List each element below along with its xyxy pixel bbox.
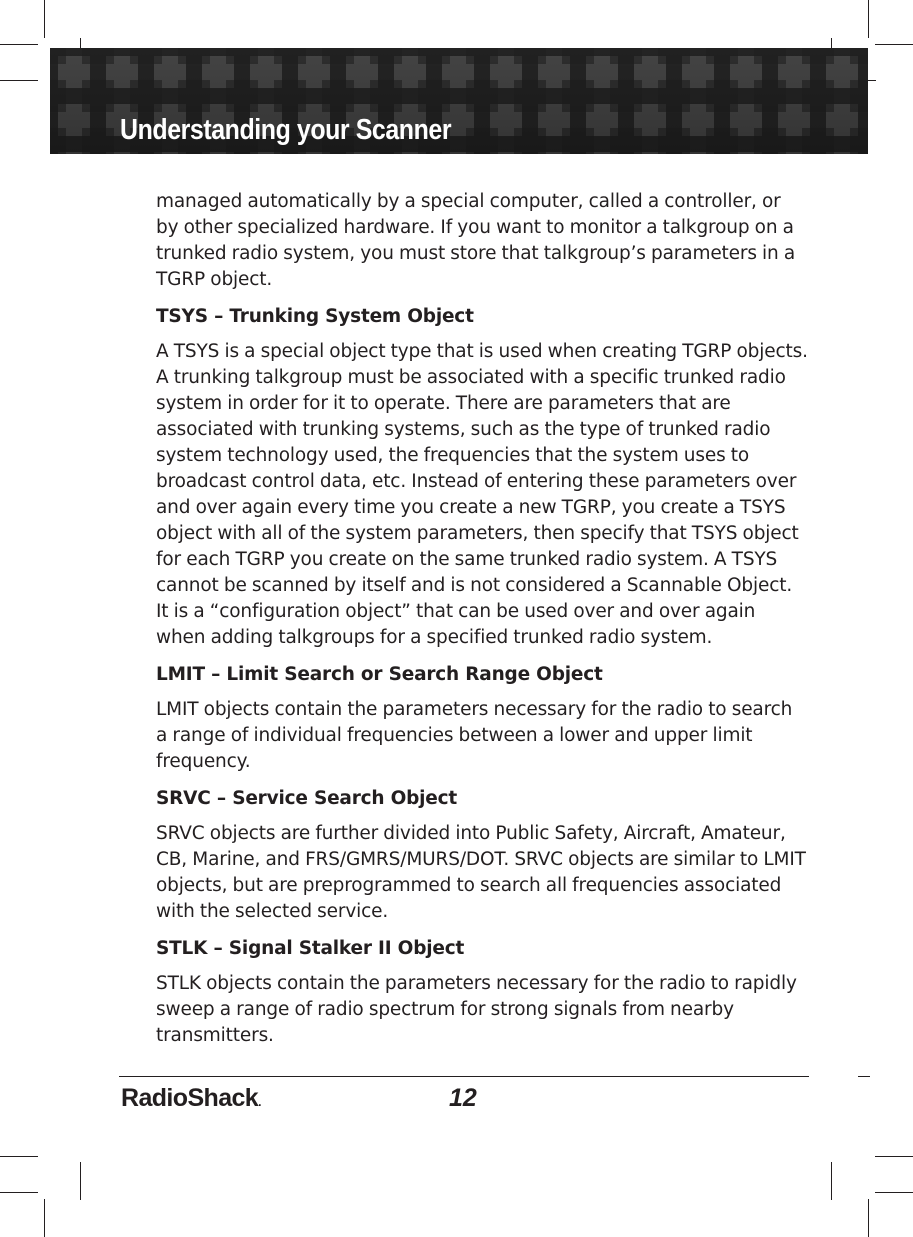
section-heading: STLK – Signal Stalker II Object <box>156 938 465 959</box>
crop-mark <box>80 1162 81 1200</box>
section-srvc <box>156 787 808 925</box>
section-lmit <box>156 663 808 775</box>
crop-mark <box>0 1192 38 1193</box>
crop-mark <box>0 80 38 81</box>
header-banner <box>50 48 868 154</box>
crop-mark <box>858 1076 870 1077</box>
document-body <box>156 189 808 1061</box>
section-body: A TSYS is a special object type that is used when creating TGRP objects. A trunking talkgroup must be associated with a specific trunked radio system in order for it to operate. There are parameters that are associated with trunking systems, such as the type of trunked radio system technology used, the frequencies that the system uses to broadcast control data, etc. Instead of entering these parameters over and over again every time you create a new TGRP, you create a TSYS object with all of the system parameters, then specify that TSYS object for each TGRP you create on the same trunked radio system. A TSYS cannot be scanned by itself and is not considered a Scannable Object. It is a “configuration object” that can be used over and over again when adding talkgroups for a specified trunked radio system. <box>156 341 808 648</box>
section-body: SRVC objects are further divided into Public Safety, Aircraft, Amateur, CB, Marine, and FRS/GMRS/MURS/DOT. SRVC objects are similar to LMIT objects, but are preprogrammed to search all frequencies associated with the selected service. <box>156 823 806 922</box>
crop-mark <box>0 44 38 45</box>
crop-mark <box>44 1199 45 1237</box>
section-body: STLK objects contain the parameters necessary for the radio to rapidly sweep a range of radio spectrum for strong signals from nearby transmitters. <box>156 973 797 1046</box>
intro-paragraph: managed automatically by a special computer, called a controller, or by other specialized hardware. If you want to monitor a talkgroup on a trunked radio system, you must store that talkgroup’s parameters in a TGRP object. <box>156 191 796 290</box>
section-tsys <box>156 305 808 651</box>
section-heading: SRVC – Service Search Object <box>156 788 458 809</box>
crop-mark <box>44 0 45 38</box>
radioshack-logo <box>121 1084 261 1113</box>
page-number: 12 <box>449 1084 477 1112</box>
crop-mark <box>875 1192 913 1193</box>
crop-mark <box>875 44 913 45</box>
section-body: LMIT objects contain the parameters necessary for the radio to search a range of individual frequencies between a lower and upper limit frequency. <box>156 699 793 772</box>
crop-mark <box>831 1162 832 1200</box>
footer-divider <box>119 1076 809 1077</box>
section-heading: LMIT – Limit Search or Search Range Object <box>156 664 603 685</box>
brand-name: RadioShack <box>121 1084 259 1112</box>
crop-mark <box>875 1156 913 1157</box>
crop-mark <box>0 1156 38 1157</box>
section-heading: TSYS – Trunking System Object <box>156 306 474 327</box>
page-header-title: Understanding your Scanner <box>120 114 452 146</box>
crop-mark <box>868 0 869 38</box>
crop-mark <box>868 1199 869 1237</box>
brand-dot: . <box>258 1095 261 1109</box>
section-stlk <box>156 937 808 1049</box>
